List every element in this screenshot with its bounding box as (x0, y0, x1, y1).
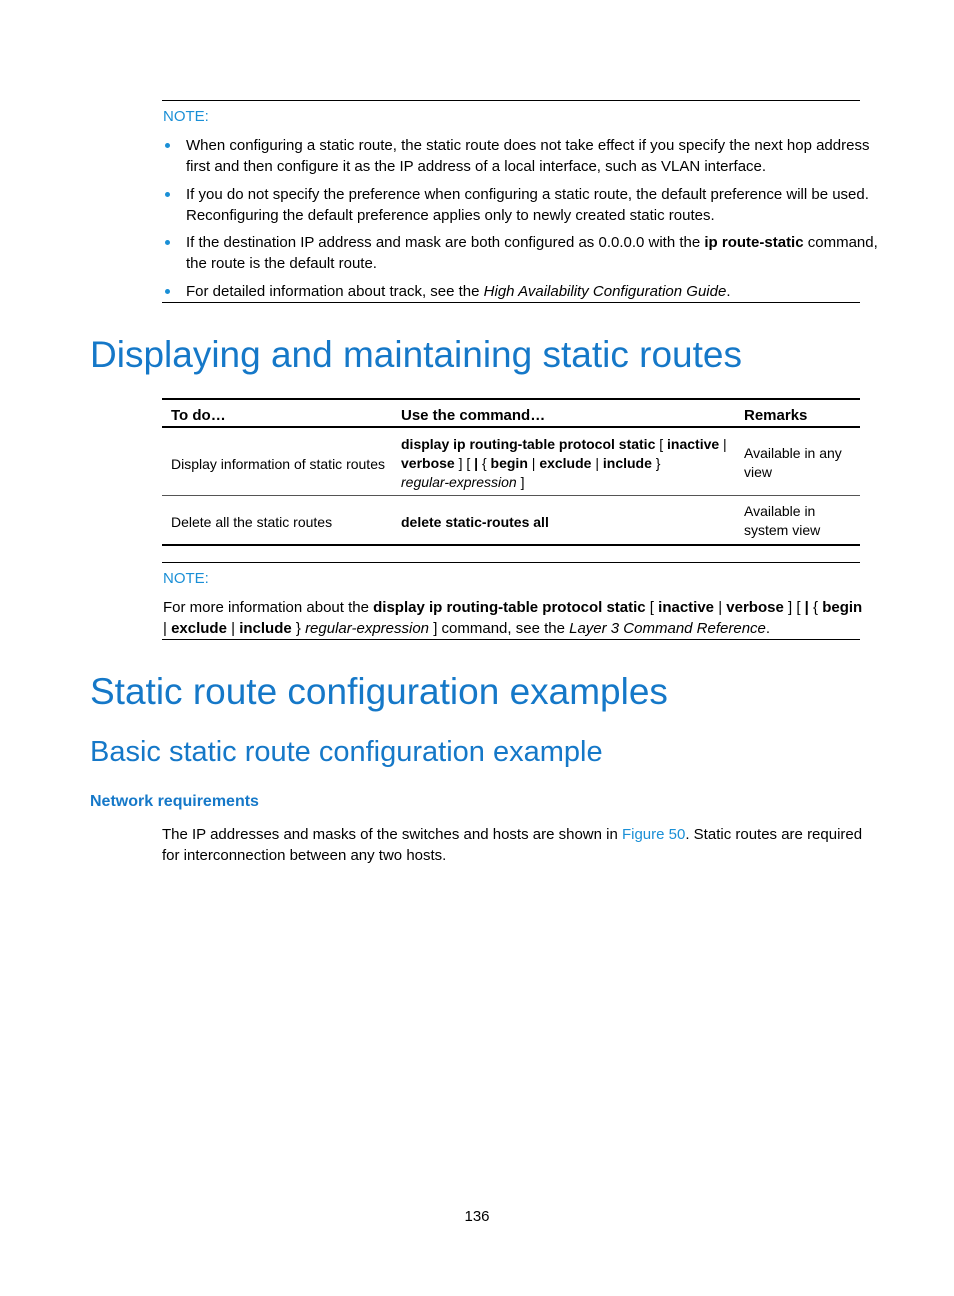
body-paragraph: The IP addresses and masks of the switches and hosts are shown in Figure 50. Static routes are required for interconnection between any two hosts. (162, 826, 863, 864)
section-heading: Displaying and maintaining static routes (90, 334, 742, 375)
bullet-icon (165, 192, 170, 197)
table-top-rule (162, 398, 860, 400)
note-bullet-2: If you do not specify the preference when configuring a static route, the default preference will be used. Reconfiguring the default preference applies only to newly created static routes. (186, 186, 869, 224)
bullet-icon (165, 143, 170, 148)
note-bullet-1: When configuring a static route, the static route does not take effect if you specify the next hop address first and then configure it as the IP address of a local interface, such as VLAN interface. (186, 137, 870, 175)
bullet-icon (165, 240, 170, 245)
table-bottom-rule (162, 544, 860, 546)
table-cell-command: display ip routing-table protocol static [ inactive | verbose ] [ | { begin | exclude | include } regular-expression ] (401, 436, 727, 490)
note-bottom-rule (162, 639, 860, 640)
guide-reference: High Availability Configuration Guide (483, 283, 727, 300)
note-bottom-rule (162, 302, 860, 303)
table-cell-todo: Display information of static routes (171, 456, 385, 472)
table-header-rule (162, 426, 860, 428)
bullet-icon (165, 289, 170, 294)
table-cell-todo: Delete all the static routes (171, 514, 333, 530)
table-row-rule (162, 495, 860, 496)
table-cell-command: delete static-routes all (401, 514, 549, 530)
note-label: NOTE: (163, 570, 209, 587)
table-cell-remarks: Available in any view (744, 445, 842, 480)
command-reference: Layer 3 Command Reference (569, 620, 766, 637)
section-heading: Static route configuration examples (90, 671, 668, 712)
note-bullet-4: For detailed information about track, see the High Availability Configuration Guide. (186, 283, 731, 300)
table-header-command: Use the command… (401, 407, 546, 424)
subsubsection-heading: Network requirements (90, 793, 259, 810)
figure-link[interactable]: Figure 50 (621, 826, 686, 843)
table-header-todo: To do… (171, 407, 226, 424)
note-top-rule (162, 100, 860, 101)
note-label: NOTE: (163, 108, 209, 125)
note-text: For more information about the display ip routing-table protocol static [ inactive | verbose ] [ | { begin | exclude | include } regular-expression ] command, see the Layer 3 Command Reference. (163, 599, 863, 637)
subsection-heading: Basic static route configuration example (90, 736, 603, 768)
note-bullet-3: If the destination IP address and mask are both configured as 0.0.0.0 with the ip route-static command, the route is the default route. (186, 234, 878, 272)
table-header-remarks: Remarks (744, 407, 808, 424)
note-top-rule (162, 562, 860, 563)
page-number: 136 (464, 1208, 490, 1225)
table-cell-remarks: Available in system view (744, 503, 821, 538)
